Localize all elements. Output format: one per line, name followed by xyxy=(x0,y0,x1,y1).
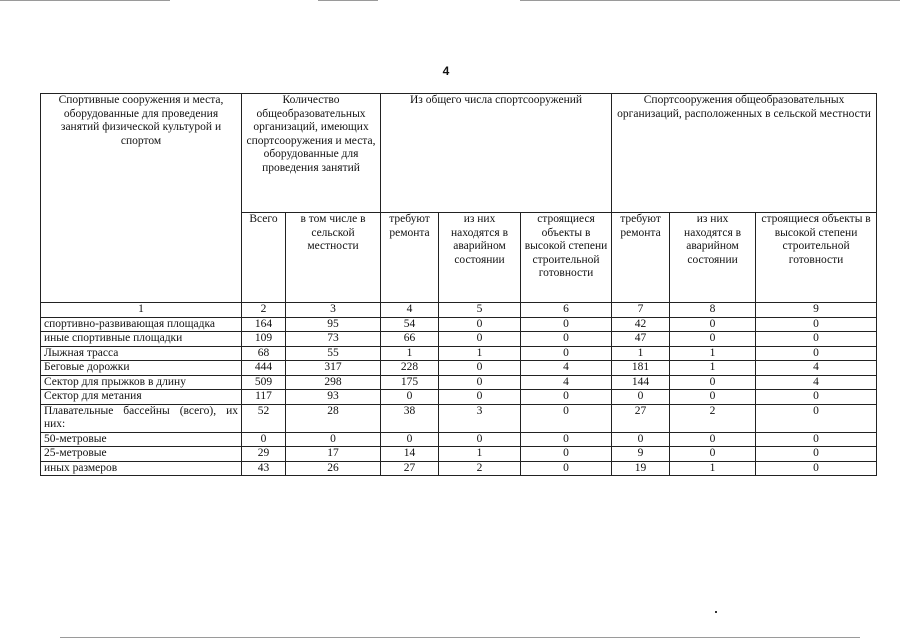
cell-value: 175 xyxy=(381,375,439,390)
cell-value: 38 xyxy=(381,404,439,432)
cell-value: 0 xyxy=(670,332,756,347)
header-row-top xyxy=(41,94,877,213)
header-total: Всего xyxy=(242,213,286,303)
cell-value: 0 xyxy=(286,432,381,447)
cell-value: 9 xyxy=(612,447,670,462)
cell-value: 4 xyxy=(521,375,612,390)
table-row xyxy=(41,361,877,376)
cell-value: 27 xyxy=(381,461,439,476)
cell-value: 29 xyxy=(242,447,286,462)
cell-value: 28 xyxy=(286,404,381,432)
cell-value: 0 xyxy=(670,375,756,390)
cell-value: 4 xyxy=(521,361,612,376)
cell-value: 0 xyxy=(756,447,877,462)
cell-value: 66 xyxy=(381,332,439,347)
cell-value: 26 xyxy=(286,461,381,476)
cell-value: 0 xyxy=(521,404,612,432)
table-row xyxy=(41,447,877,462)
cell-value: 0 xyxy=(670,390,756,405)
cell-value: 0 xyxy=(381,390,439,405)
cell-value: 0 xyxy=(439,361,521,376)
cell-value: 0 xyxy=(756,317,877,332)
cell-value: 19 xyxy=(612,461,670,476)
cell-value: 0 xyxy=(439,317,521,332)
scan-edge-top-left xyxy=(0,0,170,1)
sport-facilities-table xyxy=(40,93,877,476)
page-number: 4 xyxy=(442,64,450,78)
cell-value: 0 xyxy=(242,432,286,447)
cell-value: 509 xyxy=(242,375,286,390)
cell-value: 47 xyxy=(612,332,670,347)
cell-value: 0 xyxy=(756,404,877,432)
table-row xyxy=(41,332,877,347)
cell-value: 0 xyxy=(756,332,877,347)
cell-value: 228 xyxy=(381,361,439,376)
scan-edge-top-center xyxy=(318,0,378,1)
cell-value: 109 xyxy=(242,332,286,347)
cell-value: 43 xyxy=(242,461,286,476)
row-label: Плавательные бассейны (всего), их них: xyxy=(41,404,242,432)
table-row xyxy=(41,375,877,390)
cell-value: 444 xyxy=(242,361,286,376)
cell-value: 3 xyxy=(439,404,521,432)
cell-value: 0 xyxy=(612,432,670,447)
cell-value: 1 xyxy=(612,346,670,361)
cell-value: 0 xyxy=(756,432,877,447)
table-row xyxy=(41,461,877,476)
cell-value: 2 xyxy=(439,461,521,476)
cell-value: 317 xyxy=(286,361,381,376)
table-row xyxy=(41,317,877,332)
cell-value: 73 xyxy=(286,332,381,347)
cell-value: 0 xyxy=(612,390,670,405)
cell-value: 117 xyxy=(242,390,286,405)
column-number: 4 xyxy=(381,303,439,318)
cell-value: 0 xyxy=(670,432,756,447)
cell-value: 4 xyxy=(756,375,877,390)
cell-value: 0 xyxy=(439,375,521,390)
column-number: 5 xyxy=(439,303,521,318)
cell-value: 0 xyxy=(756,346,877,361)
cell-value: 93 xyxy=(286,390,381,405)
cell-value: 0 xyxy=(521,432,612,447)
scan-edge-bottom xyxy=(60,637,860,638)
column-number: 8 xyxy=(670,303,756,318)
table-row xyxy=(41,346,877,361)
cell-value: 0 xyxy=(521,390,612,405)
row-label: Беговые дорожки xyxy=(41,361,242,376)
cell-value: 1 xyxy=(439,346,521,361)
row-label: иных размеров xyxy=(41,461,242,476)
table-row xyxy=(41,390,877,405)
cell-value: 0 xyxy=(521,332,612,347)
column-number: 7 xyxy=(612,303,670,318)
column-number: 2 xyxy=(242,303,286,318)
table-row xyxy=(41,404,877,432)
cell-value: 42 xyxy=(612,317,670,332)
cell-value: 68 xyxy=(242,346,286,361)
cell-value: 0 xyxy=(381,432,439,447)
header-need-repair: требуют ремонта xyxy=(381,213,439,303)
scan-edge-top-right xyxy=(520,0,900,1)
cell-value: 95 xyxy=(286,317,381,332)
cell-value: 0 xyxy=(670,317,756,332)
cell-value: 17 xyxy=(286,447,381,462)
header-rural: Спортсооружения общеобразовательных организаций, расположенных в сельской местности xyxy=(612,94,877,213)
header-rural-emergency: из них находятся в аварийном состоянии xyxy=(670,213,756,303)
cell-value: 0 xyxy=(439,390,521,405)
cell-value: 0 xyxy=(521,317,612,332)
row-label: спортивно-развивающая площадка xyxy=(41,317,242,332)
cell-value: 0 xyxy=(756,461,877,476)
cell-value: 1 xyxy=(670,361,756,376)
column-number: 3 xyxy=(286,303,381,318)
cell-value: 181 xyxy=(612,361,670,376)
column-number: 9 xyxy=(756,303,877,318)
row-label: иные спортивные площадки xyxy=(41,332,242,347)
column-number: 6 xyxy=(521,303,612,318)
cell-value: 0 xyxy=(439,432,521,447)
row-label: Сектор для метания xyxy=(41,390,242,405)
cell-value: 164 xyxy=(242,317,286,332)
cell-value: 2 xyxy=(670,404,756,432)
header-rural-need-repair: требуют ремонта xyxy=(612,213,670,303)
cell-value: 55 xyxy=(286,346,381,361)
header-emergency: из них находятся в аварийном состоянии xyxy=(439,213,521,303)
cell-value: 1 xyxy=(670,461,756,476)
scan-speck xyxy=(715,611,717,613)
cell-value: 0 xyxy=(756,390,877,405)
header-incl-rural: в том числе в сельской местности xyxy=(286,213,381,303)
cell-value: 4 xyxy=(756,361,877,376)
header-facilities: Спортивные сооружения и места, оборудованные для проведения занятий физической культурой и спортом xyxy=(41,94,242,303)
cell-value: 0 xyxy=(521,447,612,462)
cell-value: 0 xyxy=(521,346,612,361)
cell-value: 144 xyxy=(612,375,670,390)
cell-value: 1 xyxy=(439,447,521,462)
row-label: Сектор для прыжков в длину xyxy=(41,375,242,390)
row-label: Лыжная трасса xyxy=(41,346,242,361)
header-org-count: Количество общеобразовательных организаций, имеющих спортсооружения и места, оборудованные для проведения занятий xyxy=(242,94,381,213)
table-row xyxy=(41,432,877,447)
header-rural-under-construction: строящиеся объекты в высокой степени строительной готовности xyxy=(756,213,877,303)
cell-value: 14 xyxy=(381,447,439,462)
cell-value: 0 xyxy=(521,461,612,476)
cell-value: 1 xyxy=(381,346,439,361)
column-number-row xyxy=(41,303,877,318)
row-label: 50-метровые xyxy=(41,432,242,447)
cell-value: 54 xyxy=(381,317,439,332)
cell-value: 298 xyxy=(286,375,381,390)
cell-value: 1 xyxy=(670,346,756,361)
row-label: 25-метровые xyxy=(41,447,242,462)
header-under-construction: строящиеся объекты в высокой степени строительной готовности xyxy=(521,213,612,303)
cell-value: 52 xyxy=(242,404,286,432)
header-of-total: Из общего числа спортсооружений xyxy=(381,94,612,213)
cell-value: 0 xyxy=(670,447,756,462)
column-number: 1 xyxy=(41,303,242,318)
cell-value: 27 xyxy=(612,404,670,432)
cell-value: 0 xyxy=(439,332,521,347)
